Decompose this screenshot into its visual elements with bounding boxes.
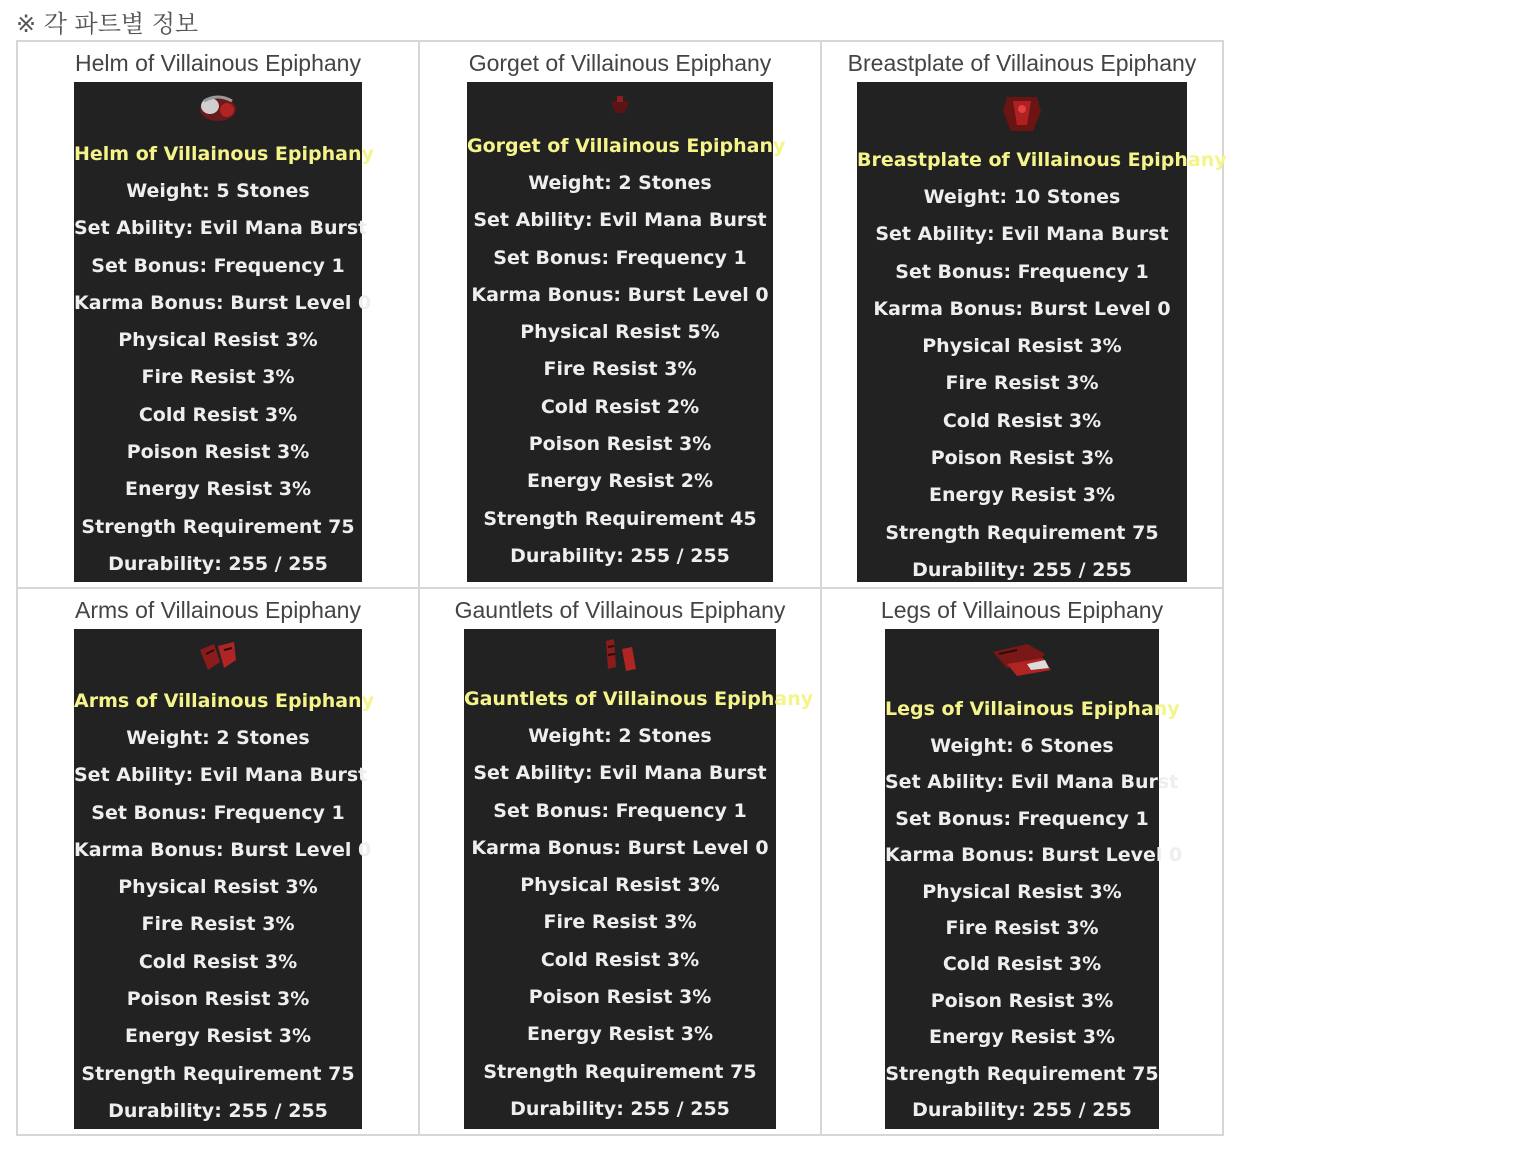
item-tooltip [467,82,786,582]
part-caption: Breastplate of Villainous Epiphany [847,50,1197,76]
stat-line: Set Ability: Evil Mana Burst [885,771,1179,794]
item-name: Helm of Villainous Epiphany [74,143,374,165]
part-cell [17,41,419,588]
part-cell [821,41,1227,588]
stat-line: Set Bonus: Frequency 1 [493,246,747,269]
gorget-icon [467,82,773,128]
part-caption: Gauntlets of Villainous Epiphany [454,597,786,623]
stat-line: Strength Requirement 75 [81,515,355,538]
stat-line: Karma Bonus: Burst Level 0 [74,291,372,314]
item-name: Arms of Villainous Epiphany [74,690,374,712]
stat-line: Set Bonus: Frequency 1 [91,801,345,824]
stat-line: Energy Resist 3% [125,478,311,501]
stat-line: Energy Resist 3% [527,1023,713,1046]
stat-line: Fire Resist 3% [543,911,697,934]
stat-line: Energy Resist 3% [929,1026,1115,1049]
stat-line: Durability: 255 / 255 [510,544,730,567]
stat-line: Poison Resist 3% [930,447,1114,470]
stat-line: Fire Resist 3% [945,916,1099,939]
stat-line: Durability: 255 / 255 [108,1099,328,1122]
item-name: Legs of Villainous Epiphany [885,698,1180,720]
stat-line: Karma Bonus: Burst Level 0 [471,283,769,306]
stat-line: Fire Resist 3% [141,913,295,936]
stat-line: Set Ability: Evil Mana Burst [74,217,368,240]
stat-line: Fire Resist 3% [141,366,295,389]
stat-line: Strength Requirement 75 [885,521,1159,544]
parts-table [16,40,1227,1136]
item-tooltip [74,629,374,1129]
stat-line: Durability: 255 / 255 [108,552,328,575]
helm-icon [74,82,362,136]
part-cell [419,41,821,588]
stat-line: Weight: 6 Stones [930,735,1114,757]
stat-line: Durability: 255 / 255 [510,1097,730,1120]
gauntlets-icon [464,629,776,681]
stat-line: Poison Resist 3% [528,986,712,1009]
stat-line: Durability: 255 / 255 [912,1098,1132,1121]
stat-line: Cold Resist 3% [942,409,1102,432]
stat-line: Strength Requirement 45 [483,507,757,530]
stat-line: Poison Resist 3% [126,988,310,1011]
stat-line: Energy Resist 2% [527,470,713,493]
stat-line: Energy Resist 3% [125,1025,311,1048]
stat-line: Cold Resist 3% [942,953,1102,976]
stat-line: Fire Resist 3% [543,358,697,381]
stat-line: Set Ability: Evil Mana Burst [473,762,767,785]
part-caption: Gorget of Villainous Epiphany [468,50,772,76]
item-name: Gauntlets of Villainous Epiphany [464,688,814,710]
table-row [17,41,1223,588]
stat-line: Weight: 2 Stones [528,172,712,194]
stat-line: Physical Resist 3% [922,880,1122,903]
stat-line: Set Bonus: Frequency 1 [895,260,1149,283]
stat-line: Strength Requirement 75 [483,1060,757,1083]
stat-line: Set Bonus: Frequency 1 [493,799,747,822]
stat-line: Physical Resist 3% [922,335,1122,358]
part-caption: Helm of Villainous Epiphany [75,50,361,76]
part-cell [17,588,419,1135]
item-tooltip [857,82,1227,582]
table-row [17,588,1223,1135]
stat-line: Strength Requirement 75 [885,1062,1159,1085]
stat-line: Weight: 2 Stones [528,725,712,747]
stat-line: Physical Resist 5% [520,321,720,344]
stat-line: Weight: 10 Stones [923,186,1121,208]
breastplate-icon [857,82,1187,142]
stat-line: Poison Resist 3% [930,989,1114,1012]
stat-line: Karma Bonus: Burst Level 0 [471,836,769,859]
stat-line: Set Ability: Evil Mana Burst [473,209,767,232]
part-caption: Legs of Villainous Epiphany [880,597,1164,623]
stat-line: Cold Resist 3% [138,950,298,973]
part-cell [419,588,821,1135]
stat-line: Physical Resist 3% [118,329,318,352]
stat-line: Energy Resist 3% [929,484,1115,507]
stat-line: Cold Resist 3% [138,403,298,426]
item-name: Gorget of Villainous Epiphany [467,135,786,157]
stat-line: Karma Bonus: Burst Level 0 [885,844,1183,867]
stat-line: Set Bonus: Frequency 1 [91,254,345,277]
item-tooltip [464,629,814,1129]
item-tooltip [885,629,1183,1129]
stat-line: Set Ability: Evil Mana Burst [875,223,1169,246]
part-caption: Arms of Villainous Epiphany [75,597,361,623]
stat-line: Durability: 255 / 255 [912,558,1132,581]
stat-line: Poison Resist 3% [126,441,310,464]
arms-icon [74,629,362,683]
stat-line: Set Bonus: Frequency 1 [895,807,1149,830]
stat-line: Weight: 5 Stones [126,180,310,202]
stat-line: Cold Resist 3% [540,948,700,971]
stat-line: Poison Resist 3% [528,433,712,456]
item-tooltip [74,82,374,582]
stat-line: Cold Resist 2% [540,395,700,418]
legs-icon [885,629,1159,691]
stat-line: Physical Resist 3% [118,876,318,899]
stat-line: Strength Requirement 75 [81,1062,355,1085]
item-name: Breastplate of Villainous Epiphany [857,149,1227,171]
section-heading: ※ 각 파트별 정보 [16,10,199,38]
part-cell [821,588,1223,1135]
stat-line: Karma Bonus: Burst Level 0 [74,838,372,861]
stat-line: Set Ability: Evil Mana Burst [74,764,368,787]
stat-line: Fire Resist 3% [945,372,1099,395]
stat-line: Karma Bonus: Burst Level 0 [873,297,1171,320]
stat-line: Physical Resist 3% [520,874,720,897]
stat-line: Weight: 2 Stones [126,727,310,749]
